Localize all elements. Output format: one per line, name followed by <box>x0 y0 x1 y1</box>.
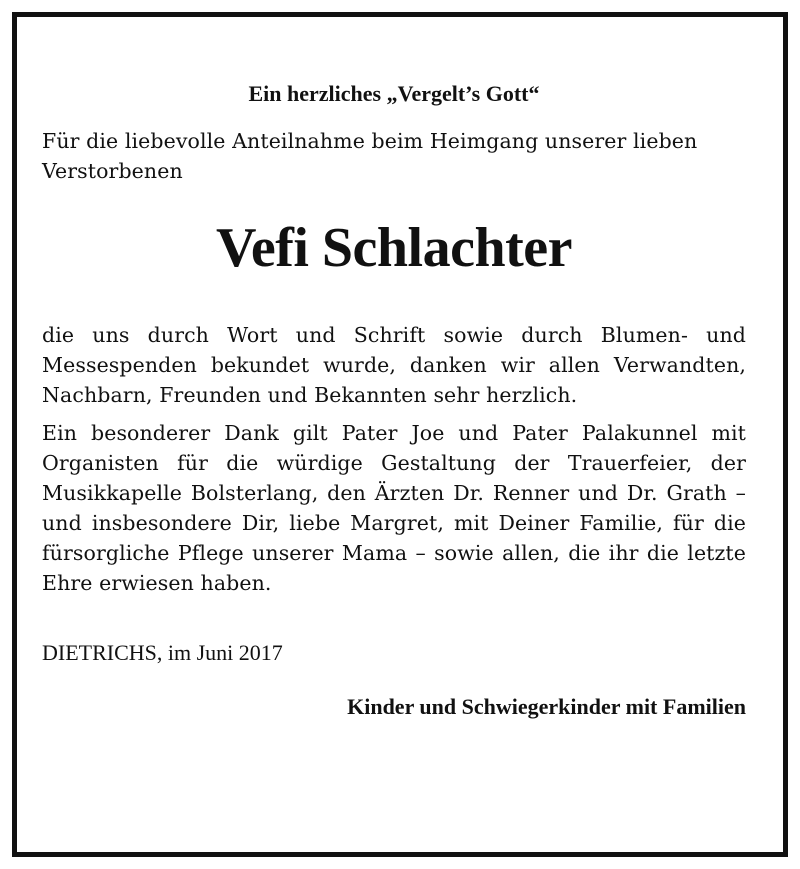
thanks-paragraph-1: die uns durch Wort und Schrift sowie durch Blumen- und Messespenden bekundet wurde, danken wir allen Verwandten, Nachbarn, Freunden und Bekannten sehr herzlich. <box>42 323 746 407</box>
deceased-name: Vefi Schlachter <box>216 217 572 279</box>
place-and-date: DIETRICHS, im Juni 2017 <box>42 640 283 665</box>
notice-heading: Ein herzliches „Vergelt’s Gott“ <box>248 81 540 106</box>
intro-text: Für die liebevolle Anteilnahme beim Heimgang unserer lieben Verstorbenen <box>42 129 698 183</box>
signature-line: Kinder und Schwiegerkinder mit Familien <box>347 694 746 719</box>
thank-you-notice <box>42 62 746 722</box>
thanks-paragraph-2: Ein besonderer Dank gilt Pater Joe und Pater Palakunnel mit Organisten für die würdige Gestaltung der Trauerfeier, der Musikkapelle Bolsterlang, den Ärzten Dr. Renner und Dr. Grath – und insbesondere Dir, liebe Margret, mit Deiner Familie, für die fürsorgliche Pflege unserer Mama – sowie allen, die ihr die letzte Ehre erwiesen haben. <box>42 421 746 595</box>
